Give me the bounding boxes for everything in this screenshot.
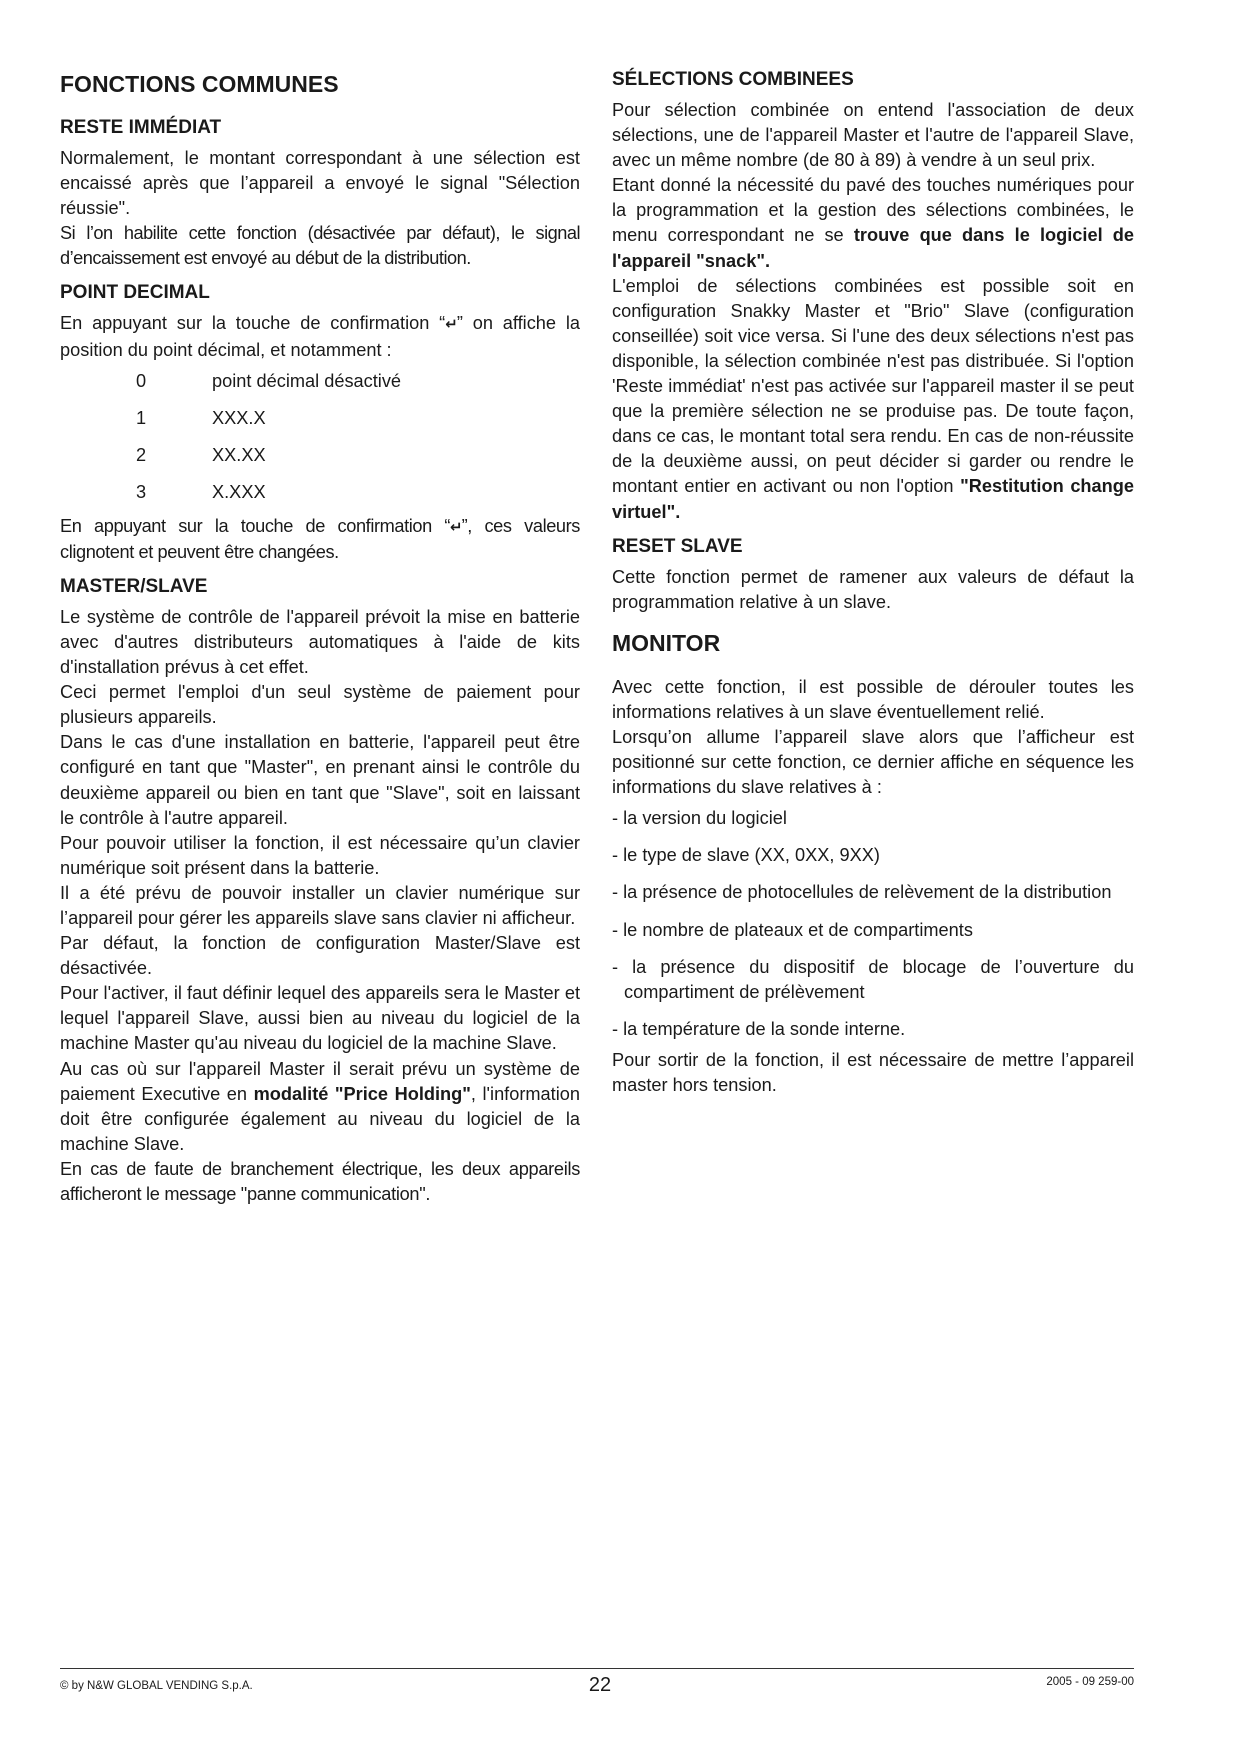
list-item: - la température de la sonde interne. — [612, 1018, 906, 1039]
paragraph: Etant donné la nécessité du pavé des touches numériques pour la programmation et la gestion des sélections combinées, le menu correspondant ne se trouve que dans le logiciel de l'appareil "snack". — [612, 175, 1135, 271]
paragraph: Dans le cas d'une installation en batterie, l'appareil peut être configuré en tant que "Master", en prenant ainsi le contrôle du deuxième appareil ou bien en tant que "Slave", soit en laissant le contrôle à l'autre appareil. — [60, 732, 580, 828]
paragraph: Pour sortir de la fonction, il est nécessaire de mettre l’appareil master hors tension. — [612, 1049, 1134, 1095]
list-item: - la présence du dispositif de blocage de l’ouverture du compartiment de prélèvement — [612, 956, 1134, 1002]
list-item: 1 XXX.X — [136, 407, 266, 428]
section-title-monitor: MONITOR — [612, 629, 721, 656]
paragraph: Au cas où sur l'appareil Master il serait prévu un système de paiement Executive en modalité "Price Holding", l'information doit être configurée également au niveau du logiciel de la machine Slave. — [60, 1058, 581, 1154]
list-item: 2 XX.XX — [136, 444, 266, 465]
paragraph: Ceci permet l'emploi d'un seul système de paiement pour plusieurs appareils. — [60, 682, 580, 728]
paragraph: L'emploi de sélections combinées est possible soit en configuration Snakky Master et "Brio" Slave (configuration conseillée) soit vice versa. Si l'une des deux sélections n'est pas disponible, la sélection combinée n'est pas distribuée. Si l'option 'Reste immédiat' n'est pas activée sur l'appareil master il se peut que la première sélection ne se produise pas. De toute façon, dans ce cas, le montant total sera rendu. En cas de non-réussite de la deuxième aussi, on peut décider si garder ou rendre le montant entier en activant ou non l'option "Restitution change virtuel". — [612, 275, 1134, 522]
paragraph: Pour l'activer, il faut définir lequel des appareils sera le Master et lequel l'appareil Slave, aussi bien au niveau du logiciel de la machine Master qu'au niveau du logiciel de la machine Slave. — [60, 983, 580, 1054]
paragraph: Lorsqu’on allume l’appareil slave alors que l’afficheur est positionné sur cette fonction, ce dernier affiche en séquence les informations du slave relatives à : — [612, 726, 1134, 798]
section-reste-immediat — [60, 116, 580, 271]
left-column — [60, 64, 580, 1213]
paragraph: En appuyant sur la touche de confirmation “↵”, ces valeurs clignotent et peuvent être changées. — [60, 515, 580, 562]
page-number: 22 — [588, 1674, 612, 1696]
enter-key-icon: ↵ — [445, 316, 457, 334]
section-reset-slave — [612, 535, 1134, 615]
paragraph: Cette fonction permet de ramener aux valeurs de défaut la programmation relative à un slave. — [612, 566, 1134, 612]
footer-divider — [60, 1668, 1134, 1669]
paragraph: Par défaut, la fonction de configuration Master/Slave est désactivée. — [60, 933, 580, 979]
heading-master-slave: MASTER/SLAVE — [60, 575, 208, 597]
paragraph: Le système de contrôle de l'appareil prévoit la mise en batterie avec d'autres distributeurs automatiques à l'aide de kits d'installation prévus à cet effet. — [60, 606, 580, 678]
paragraph: Pour sélection combinée on entend l'association de deux sélections, une de l'appareil Master et l'autre de l'appareil Slave, avec un même nombre (de 80 à 89) à vendre à un seul prix. — [612, 100, 1134, 171]
list-item: 3 X.XXX — [136, 481, 266, 502]
section-master-slave — [60, 575, 580, 1207]
list-item: - la version du logiciel — [612, 808, 787, 829]
section-title-fonctions-communes: FONCTIONS COMMUNES — [60, 71, 339, 97]
paragraph: En appuyant sur la touche de confirmation “↵” on affiche la position du point décimal, et notamment : — [60, 313, 581, 360]
decimal-options-list — [60, 369, 580, 510]
heading-point-decimal: POINT DECIMAL — [60, 282, 210, 304]
paragraph: En cas de faute de branchement électrique, les deux appareils afficheront le message "panne communication". — [60, 1158, 580, 1204]
footer-doc-code: 2005 - 09 259-00 — [1046, 1676, 1134, 1688]
section-selections-combinees — [612, 68, 1134, 525]
list-item: 0 point décimal désactivé — [136, 370, 402, 391]
heading-selections-combinees: SÉLECTIONS COMBINEES — [612, 69, 854, 90]
list-item: - le nombre de plateaux et de compartiments — [612, 919, 973, 940]
paragraph: Normalement, le montant correspondant à une sélection est encaissé après que l’appareil a envoyé le signal "Sélection réussie". — [60, 148, 580, 219]
heading-reste-immediat: RESTE IMMÉDIAT — [60, 117, 222, 138]
section-point-decimal — [60, 281, 580, 564]
footer-copyright: © by N&W GLOBAL VENDING S.p.A. — [60, 1680, 253, 1692]
heading-reset-slave: RESET SLAVE — [612, 535, 743, 557]
list-item: - la présence de photocellules de relèvement de la distribution — [612, 882, 1112, 903]
paragraph: Pour pouvoir utiliser la fonction, il est nécessaire qu’un clavier numérique soit présent dans la batterie. — [60, 832, 580, 878]
enter-key-icon: ↵ — [450, 518, 462, 536]
paragraph: Si l’on habilite cette fonction (désactivée par défaut), le signal d’encaissement est envoyé au début de la distribution. — [60, 223, 580, 269]
paragraph: Avec cette fonction, il est possible de dérouler toutes les informations relatives à un slave éventuellement relié. — [612, 676, 1134, 722]
right-column — [612, 64, 1134, 1098]
paragraph: Il a été prévu de pouvoir installer un clavier numérique sur l’appareil pour gérer les appareils slave sans clavier ni afficheur. — [60, 882, 580, 928]
list-item: - le type de slave (XX, 0XX, 9XX) — [612, 845, 880, 866]
section-monitor — [612, 629, 1134, 1098]
